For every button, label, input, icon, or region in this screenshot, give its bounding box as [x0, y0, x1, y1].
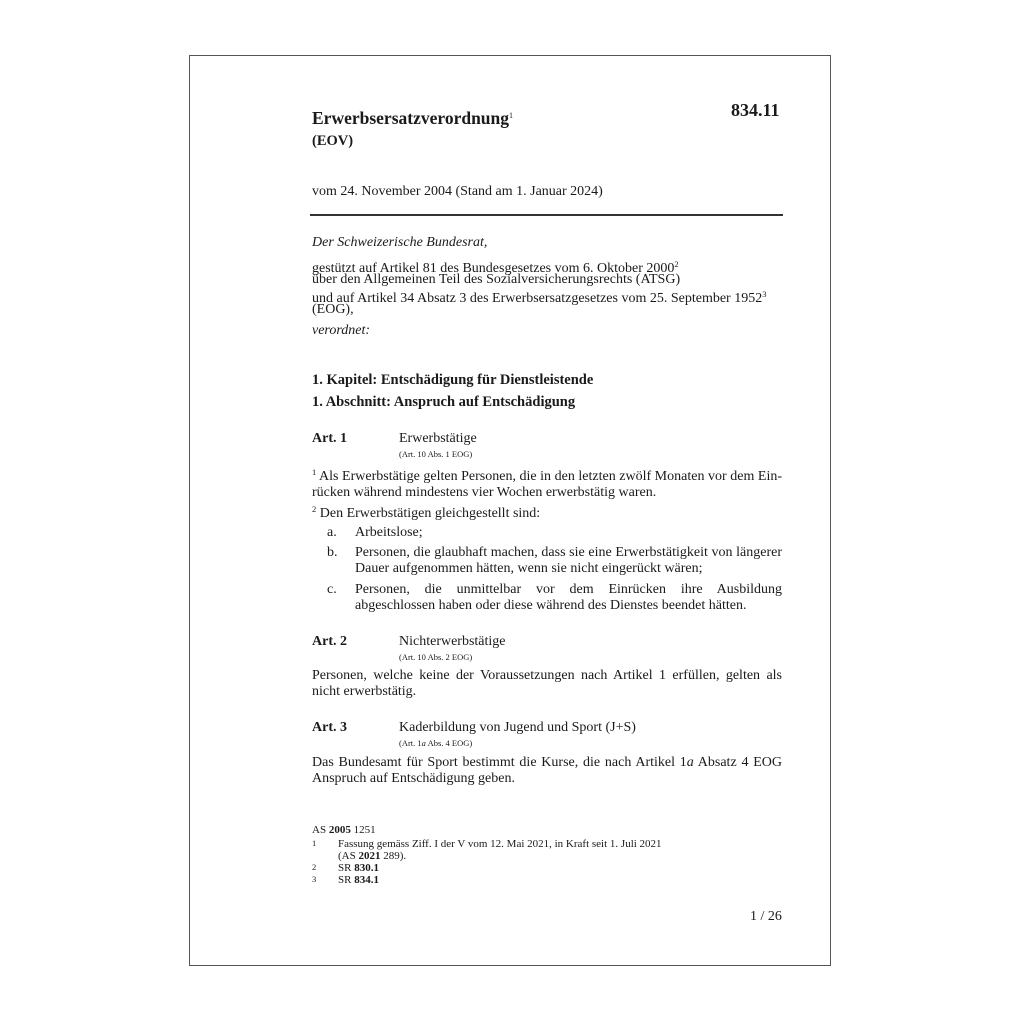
list-item-letter: c. [327, 582, 337, 597]
text: SR [338, 874, 355, 886]
ref-text: Abs. 4 EOG) [425, 738, 473, 748]
article-2-text: Personen, welche keine der Voraussetzungen nach Artikel 1 erfüllen, gelten als nicht erwerbstätig. [312, 668, 782, 699]
preamble-line-3 [312, 287, 766, 306]
preamble-line-4: (EOG), [312, 302, 354, 317]
document-title [312, 108, 513, 129]
text-italic: a [686, 755, 694, 770]
footnote-1-number: 1 [312, 838, 317, 848]
article-1-title: Erwerbstätige [399, 431, 477, 446]
article-2-number: Art. 2 [312, 634, 347, 649]
list-item-letter: b. [327, 545, 338, 560]
list-item: Personen, die glaubhaft machen, dass sie eine Erwerbstätigkeit von längerer Dauer aufgenommen hätten, wenn sie nicht eingerückt wären; [355, 545, 782, 576]
text: 289). [380, 850, 407, 862]
date-line: vom 24. November 2004 (Stand am 1. Januar 2024) [312, 184, 603, 199]
preamble-authority: Der Schweizerische Bundesrat, [312, 235, 488, 250]
paragraph-number: 1 [312, 467, 317, 477]
footnote-2-text [338, 863, 379, 875]
sr-link[interactable]: 834.1 [354, 874, 379, 886]
preamble-decree: verordnet: [312, 323, 371, 338]
article-3-number: Art. 3 [312, 720, 347, 735]
article-1-paragraph-2 [312, 502, 782, 522]
preamble-text: und auf Artikel 34 Absatz 3 des Erwerbsersatzgesetzes vom 25. September 1952 [312, 291, 763, 306]
as-year: 2005 [328, 824, 351, 836]
text-bold: 2021 [358, 850, 381, 862]
preamble-text: gestützt auf Artikel 81 des Bundesgesetzes vom 6. Oktober 2000 [312, 261, 675, 276]
text: SR [338, 862, 355, 874]
article-3-reference [399, 738, 472, 748]
article-2-title: Nichterwerbstätige [399, 634, 506, 649]
document-abbreviation: (EOV) [312, 133, 354, 149]
title-text: Erwerbsersatzverordnung [312, 108, 510, 128]
article-1-paragraph-1 [312, 465, 782, 500]
article-3-title: Kaderbildung von Jugend und Sport (J+S) [399, 720, 636, 735]
paragraph-number: 2 [312, 504, 317, 514]
footnote-ref[interactable]: 2 [674, 259, 679, 269]
text: Das Bundesamt für Sport bestimmt die Kurse, die nach Artikel 1 [312, 755, 687, 770]
sr-link[interactable]: 830.1 [354, 862, 379, 874]
paragraph-text: Den Erwerbstätigen gleichgestellt sind: [319, 506, 541, 521]
footnote-2-number: 2 [312, 862, 317, 872]
ref-italic: a [421, 738, 426, 748]
preamble-line-2: über den Allgemeinen Teil des Sozialversicherungsrechts (ATSG) [312, 272, 681, 287]
header-divider [310, 214, 783, 216]
section-heading: 1. Abschnitt: Anspruch auf Entschädigung [312, 394, 576, 410]
as-reference [312, 825, 376, 837]
text: Absatz 4 EOG Anspruch auf Entschädigung geben. [312, 755, 782, 786]
footnote-ref[interactable]: 1 [509, 111, 514, 120]
article-2-reference: (Art. 10 Abs. 2 EOG) [399, 652, 473, 662]
article-1-reference: (Art. 10 Abs. 1 EOG) [399, 449, 473, 459]
footnote-ref[interactable]: 3 [762, 289, 767, 299]
as-prefix: AS [312, 824, 329, 836]
as-page: 1251 [350, 824, 376, 836]
paragraph-text: Als Erwerbstätige gelten Personen, die in den letzten zwölf Monaten vor dem Ein-rücken während mindestens vier Wochen erwerbstätig waren. [312, 469, 782, 500]
text: (AS [338, 850, 359, 862]
page-number: 1 / 26 [750, 909, 782, 924]
list-item-letter: a. [327, 525, 337, 540]
list-item: Personen, die unmittelbar vor dem Einrücken ihre Ausbildung abgeschlossen haben oder diese während des Dienstes beendet hätten. [355, 582, 782, 613]
article-1-number: Art. 1 [312, 431, 347, 446]
sr-number: 834.11 [731, 100, 780, 120]
chapter-heading: 1. Kapitel: Entschädigung für Dienstleistende [312, 372, 594, 388]
list-item: Arbeitslose; [355, 525, 423, 540]
footnote-3-text [338, 875, 379, 887]
ref-text: (Art. 1 [399, 738, 422, 748]
article-3-text [312, 755, 782, 786]
footnote-3-number: 3 [312, 874, 317, 884]
footnote-1-line-2 [338, 851, 406, 863]
footnote-1-line-1: Fassung gemäss Ziff. I der V vom 12. Mai 2021, in Kraft seit 1. Juli 2021 [338, 838, 662, 850]
